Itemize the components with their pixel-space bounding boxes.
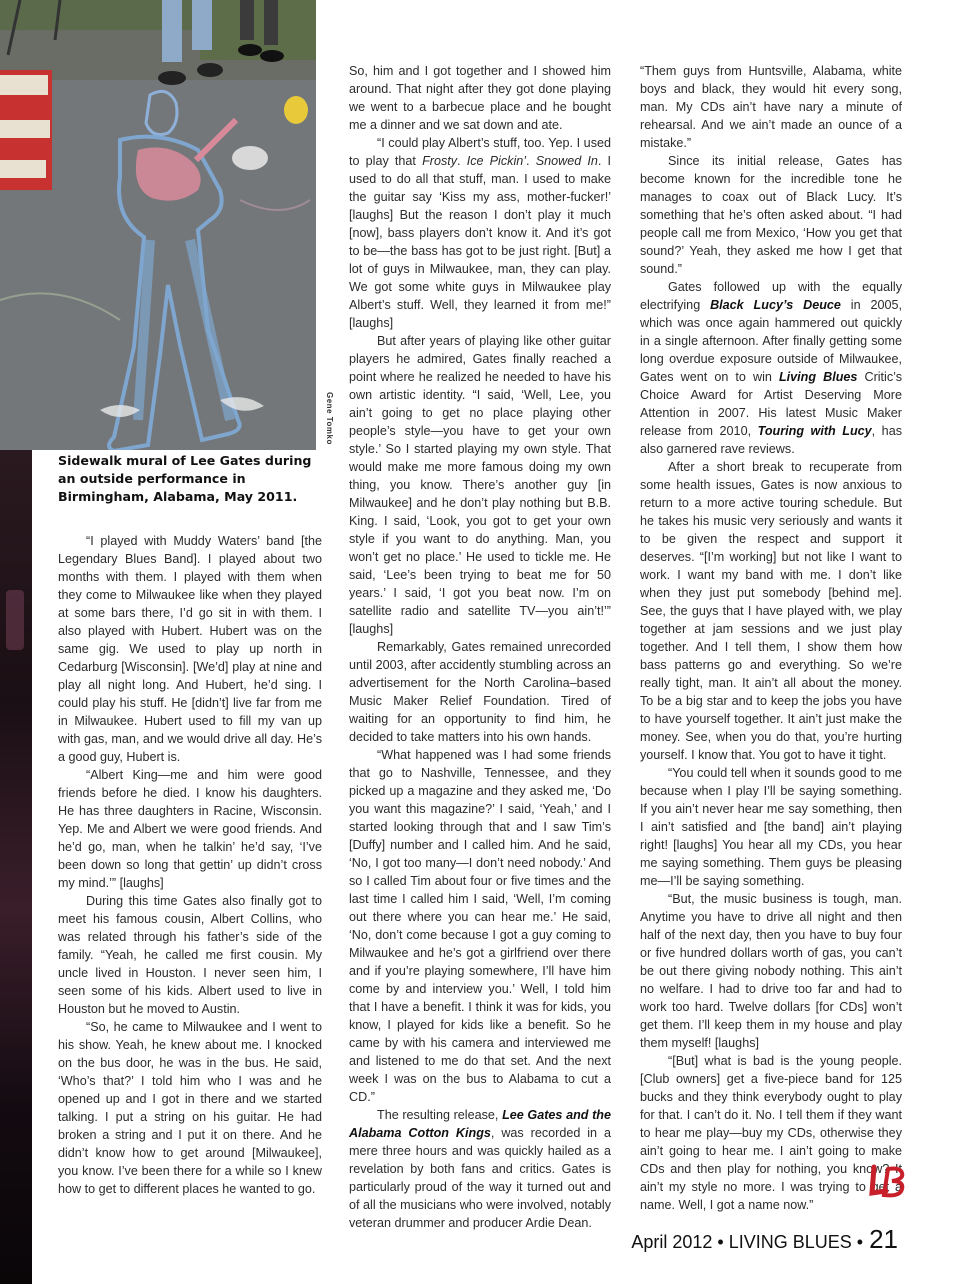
paragraph: “I played with Muddy Waters’ band [the Legendary Blues Band]. I played about two months with them. I played with them when they come to Milwaukee like when they played at some bars there, I’d go sit in with them. I also played with Hubert. Hubert was on the same gig. We used to play up north in Cedarburg [Wisconsin]. [We’d] play at nine and play all night long. And Hubert, he’d sing. I could play his stuff. He [didn’t] live far from me in Milwaukee. Hubert used to fill my van up with gas, man, and we would drive all day. He’s a good guy, Hubert is. xyxy=(58,534,322,764)
footer-issue: April 2012 • LIVING BLUES • xyxy=(631,1232,864,1252)
text-run: The resulting release, xyxy=(377,1108,503,1122)
text-run: . xyxy=(526,154,536,168)
living-blues-logo-icon xyxy=(868,1163,908,1199)
photo-caption: Sidewalk mural of Lee Gates during an outside performance in Birmingham, Alabama, May 2011. xyxy=(58,453,312,504)
text-run: Gates followed up with the equally electrifying xyxy=(640,280,902,312)
mural-photo xyxy=(0,0,316,450)
paragraph: Remarkably, Gates remained unrecorded until 2003, after accidently stumbling across an advertisement for the North Carolina–based Music Maker Relief Foundation. Tired of waiting for an opportunity to find him, he decided to take matters into his own hands. xyxy=(349,640,611,744)
article-column-2 xyxy=(349,62,611,1232)
paragraph: During this time Gates also finally got to meet his famous cousin, Albert Collins, who was related through his father’s side of the family. “Yeah, he called me first cousin. My uncle lived in Houston. I never seen him, I seen some of his kids. Albert used to live in Houston but he moved to Austin. xyxy=(58,894,322,1016)
paragraph: “Albert King—me and him were good friends before he died. I know his daughters. He has three daughters in Racine, Wisconsin. Yep. Me and Albert we were good friends. And he’d go, man, when he talkin’ he’d say, ‘I’ve been down so long that gettin’ up didn’t cross my mind.’” [laughs] xyxy=(58,768,322,890)
page-footer xyxy=(631,1224,898,1255)
paragraph xyxy=(640,278,902,458)
paragraph: Since its initial release, Gates has become known for the incredible tone he manages to coax out of Black Lucy. It’s something that he’s often asked about. “I had people call me from Mexico, ‘How you get that sound?’ Yeah, they asked me how I get that sound.” xyxy=(640,154,902,276)
paragraph: “What happened was I had some friends that go to Nashville, Tennessee, and they picked up a magazine and they asked me, ‘Do you want this magazine?’ I said, ‘Yeah,’ and I started looking through that and I saw Tim’s [Duffy] number and I called him. And he said, ‘No, I got too many—I don’t need nobody.’ And so I called Tim about four or five times and the last time I called him I said, ‘Well, I’m coming out there where you can hear me.’ He said, ‘No, don’t come because I got a guy coming to Milwaukee and he’s got a girlfriend over there and if you’re playing somewhere, I’ll have him come by and interview you.’ Well, I told him that I have a benefit. I think it was for kids, you know, I played for kids like a benefit. So he came by with his camera and interviewed me and listened to me do that set. And the next week I was on the bus to Alabama to cut a CD.” xyxy=(349,748,611,1104)
text-run: . I used to do all that stuff, man. I used to make the guitar say ‘Kiss my ass, mother-fucker!’ [laughs] But the reason I don’t play it much [now], bass players don’t know it. And it’s got to be—the bass has got to be just right. [But] a lot of guys in Milwaukee, man, they can play. We got some white guys in Milwaukee play Albert’s stuff. Well, they learned it from me!” [laughs] xyxy=(349,154,612,330)
paragraph xyxy=(349,134,611,332)
song-title: Snowed In xyxy=(535,154,598,168)
article-column-1 xyxy=(58,532,322,1198)
page-number: 21 xyxy=(869,1224,898,1254)
page-edge-strip xyxy=(0,450,32,1284)
paragraph: “But, the music business is tough, man. Anytime you have to drive all night and then half of the next day, then you have to buy four or five hundred dollars worth of gas, you can’t be out there giving nobody nothing. This ain’t no welfare. I had to drive too far and had to work too hard. Twelve dollars [for CDs] won’t get them. I’ll keep them in my house and play them myself! [laughs] xyxy=(640,892,902,1050)
paragraph: But after years of playing like other guitar players he admired, Gates finally reached a point where he realized he needed to have his own artistic identity. “I said, ‘Well, Lee, you ain’t going to get no place playing other people’s style—you have to get your own style.’ So I started playing my own style. That would make me more famous doing my own thing, you know. There’s another guy [in Milwaukee] and he don’t play nothing but B.B. King. I said, ‘Look, you got to get your own style if you want to do anything. Man, you won’t get no place.’ He used to tickle me. He said, ‘Lee’s been trying to beat me for 50 years.’ I said, ‘I got you beat now. I’m on satellite radio and satellite TV—you ain’t!’” [laughs] xyxy=(349,334,611,636)
paragraph xyxy=(349,1106,611,1232)
song-title: Ice Pickin’ xyxy=(466,154,527,168)
magazine-title: Living Blues xyxy=(778,370,858,384)
paragraph: “[But] what is bad is the young people. [Club owners] get a five-piece band for 125 bucks and they think everybody ought to play for that. I can’t do it. No. I tell them if they want to hear me play—buy my CDs, otherwise they ain’t going to hear me. I ain’t going to make CDs and then play for nothing, you know? It ain’t my style no more. I was trying to get a name. Well, I got a name now.” xyxy=(640,1054,902,1212)
paragraph: “Them guys from Huntsville, Alabama, white boys and black, they would hit every song, man. My CDs ain’t have nary a minute of rehearsal. And we ain’t made an ounce of a mistake.” xyxy=(640,64,902,150)
text-run: , has also garnered rave reviews. xyxy=(640,424,902,456)
paragraph: “So, he came to Milwaukee and I went to his show. Yeah, he knew about me. I knocked on the bus door, he was in the bus. He said, ‘Who’s that?’ I told him who I was and he opened up and I got in there and we started talking. I put a string on his guitar. He had broken a string and I put it on there. And he didn’t know how to get around [Milwaukee], you know. I’ve been there for a while so I knew how to get to different places he wanted to go. xyxy=(58,1020,322,1196)
mural-photo-drawing xyxy=(0,0,316,450)
paragraph: So, him and I got together and I showed him around. That night after they got done playing we went to a barbecue place and he bought me a dinner and we sat down and ate. xyxy=(349,64,611,132)
paragraph: “You could tell when it sounds good to me because when I play I’ll be saying something. If you ain’t never hear me say something, then I ain’t satisfied and [the band] ain’t playing right! [laughs] You hear all my CDs, you hear me saying something. Them guys be pleasing me—I’ll be saying something. xyxy=(640,766,902,888)
article-column-3 xyxy=(640,62,902,1214)
album-title: Black Lucy’s Deuce xyxy=(710,298,841,312)
paragraph: After a short break to recuperate from some health issues, Gates is now anxious to return to a more active touring schedule. But he takes his music very seriously and wants it to be given the respect and support it deserves. “[I’m working] but not like I want to work. I want my band with me. I don’t like when they just put somebody [behind me]. See, the guys that I have played with, we play together at jam sessions and we just play together. And I tell them, I show them how bass patterns go and everything. So we’re really tight, man. It ain’t all about the money. To be a big star and to keep the jobs you have to have yourself together. It ain’t just make the money. See, when you do that, you’re hurting yourself. I know that. You got to have it tight. xyxy=(640,460,902,762)
album-title: Lee Gates and the Alabama Cotton Kings xyxy=(349,1108,611,1140)
album-title: Touring with Lucy xyxy=(757,424,872,438)
text-run: “I could play Albert’s stuff, too. Yep. I used to play that xyxy=(349,136,611,168)
photo-credit: Gene Tomko xyxy=(325,392,334,445)
text-run: in 2005, which was once again hammered out quickly in a single afternoon. After finally getting some long overdue exposure outside of Milwaukee, Gates went on to win xyxy=(640,298,902,384)
song-title: Frosty xyxy=(422,154,458,168)
text-run: Critic’s Choice Award for Artist Deserving More Attention in 2007. His latest Music Maker release from 2010, xyxy=(640,370,903,438)
text-run: . xyxy=(457,154,467,168)
text-run: , was recorded in a mere three hours and was quickly hailed as a revelation by both fans and critics. Gates is particularly proud of the way it turned out and of all the musicians who were involved, notably veteran drummer and producer Ardie Dean. xyxy=(349,1126,611,1230)
